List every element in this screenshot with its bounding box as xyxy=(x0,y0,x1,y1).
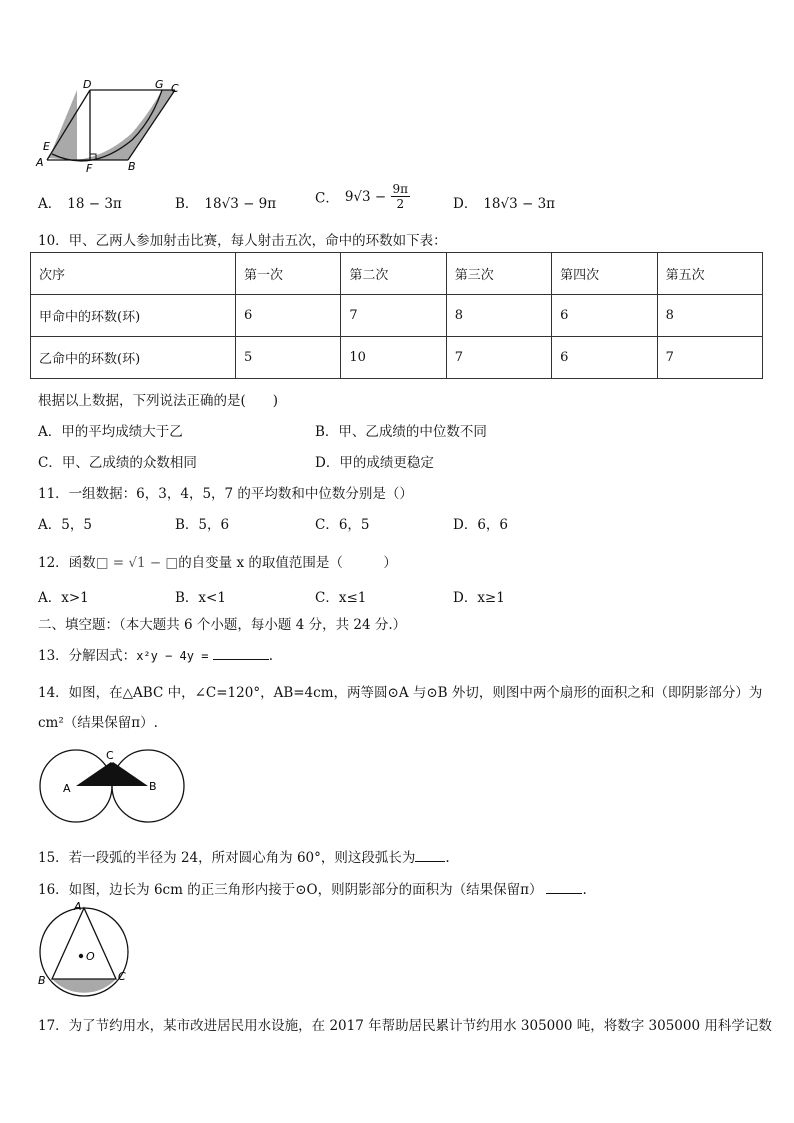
q11-stem: 11．一组数据：6，3，4，5，7 的平均数和中位数分别是（） xyxy=(38,486,413,502)
table-cell: 10 xyxy=(341,337,446,379)
label-F: F xyxy=(86,162,93,175)
label-D: D xyxy=(83,78,92,91)
label-C: C xyxy=(171,82,179,95)
q10-option-d: D．甲的成绩更稳定 xyxy=(315,455,434,471)
q14-line2: cm²（结果保留π）. xyxy=(38,715,158,731)
q9-option-d: D． 18√3 − 3π xyxy=(453,196,556,212)
q10-stem: 10．甲、乙两人参加射击比赛，每人射击五次，命中的环数如下表： xyxy=(38,233,447,249)
q15: 15．若一段弧的半径为 24，所对圆心角为 60°，则这段弧长为 . xyxy=(38,850,450,866)
table-cell: 7 xyxy=(341,295,446,337)
two-circles-figure xyxy=(36,746,186,826)
q10-option-b: B．甲、乙成绩的中位数不同 xyxy=(315,424,487,440)
table-header-cell: 第二次 xyxy=(341,253,446,295)
q13: 13．分解因式：x²y − 4y = . xyxy=(38,648,274,664)
q12-option-a: A．x>1 xyxy=(38,590,89,606)
label-B: B xyxy=(128,160,136,173)
table-header-cell: 第五次 xyxy=(657,253,762,295)
label-O: O xyxy=(86,950,95,963)
q9-option-c: C． 9√3 − $\frac{9\pi}{2}$ xyxy=(315,182,409,211)
table-header-cell: 次序 xyxy=(31,253,236,295)
label-A: A xyxy=(74,902,82,913)
label-B: B xyxy=(38,974,46,987)
table-cell: 7 xyxy=(657,337,762,379)
table-cell: 8 xyxy=(446,295,551,337)
table-row xyxy=(31,337,763,379)
q12-stem: 12．函数□ = √1 − □的自变量 x 的取值范围是（ ） xyxy=(38,555,397,571)
q11-option-b: B．5，6 xyxy=(175,517,230,533)
label-A: A xyxy=(36,156,44,169)
table-header-row xyxy=(31,253,763,295)
label-C: C xyxy=(106,749,114,762)
q10-question: 根据以上数据，下列说法正确的是( ) xyxy=(38,393,279,409)
q17: 17．为了节约用水，某市改进居民用水设施，在 2017 年帮助居民累计节约用水 305000 吨，将数字 305000 用科学记数 xyxy=(38,1018,772,1034)
table-cell: 甲命中的环数(环) xyxy=(31,295,236,337)
answer-blank[interactable] xyxy=(213,647,269,660)
section-heading: 二、填空题：（本大题共 6 个小题，每小题 4 分，共 24 分.） xyxy=(38,617,407,633)
table-cell: 8 xyxy=(657,295,762,337)
table-cell: 7 xyxy=(446,337,551,379)
table-cell: 6 xyxy=(552,295,657,337)
answer-blank[interactable] xyxy=(415,849,445,862)
label-A: A xyxy=(63,782,71,795)
q11-option-c: C．6，5 xyxy=(315,517,370,533)
table-row xyxy=(31,295,763,337)
q14-line1: 14．如图，在△ABC 中，∠C=120°，AB=4cm，两等圆⊙A 与⊙B 外切，则图中两个扇形的面积之和（即阴影部分）为 xyxy=(38,685,763,701)
table-header-cell: 第四次 xyxy=(552,253,657,295)
inscribed-triangle-figure xyxy=(34,902,134,998)
table-header-cell: 第一次 xyxy=(236,253,341,295)
label-G: G xyxy=(155,78,164,91)
q12-formula: □ = √1 − □ xyxy=(95,555,179,571)
fraction: $\frac{9\pi}{2}$ xyxy=(392,182,409,211)
label-B: B xyxy=(149,780,157,793)
table-cell: 乙命中的环数(环) xyxy=(31,337,236,379)
q9-option-a: A． 18 − 3π xyxy=(38,196,122,212)
q10-option-a: A．甲的平均成绩大于乙 xyxy=(38,424,183,440)
label-E: E xyxy=(43,140,50,153)
q11-option-a: A．5，5 xyxy=(38,517,92,533)
table-cell: 6 xyxy=(236,295,341,337)
q12-option-d: D．x≥1 xyxy=(453,590,505,606)
parallelogram-figure xyxy=(32,78,192,176)
table-cell: 5 xyxy=(236,337,341,379)
q16: 16．如图，边长为 6cm 的正三角形内接于⊙O，则阴影部分的面积为（结果保留π） . xyxy=(38,882,587,898)
q12-option-b: B．x<1 xyxy=(175,590,226,606)
table-header-cell: 第三次 xyxy=(446,253,551,295)
label-C: C xyxy=(118,970,126,983)
q12-option-c: C．x≤1 xyxy=(315,590,367,606)
q10-option-c: C．甲、乙成绩的众数相同 xyxy=(38,455,197,471)
q11-option-d: D．6，6 xyxy=(453,517,509,533)
answer-blank[interactable] xyxy=(546,881,582,894)
table-cell: 6 xyxy=(552,337,657,379)
score-table xyxy=(30,252,763,379)
q9-option-b: B． 18√3 − 9π xyxy=(175,196,277,212)
